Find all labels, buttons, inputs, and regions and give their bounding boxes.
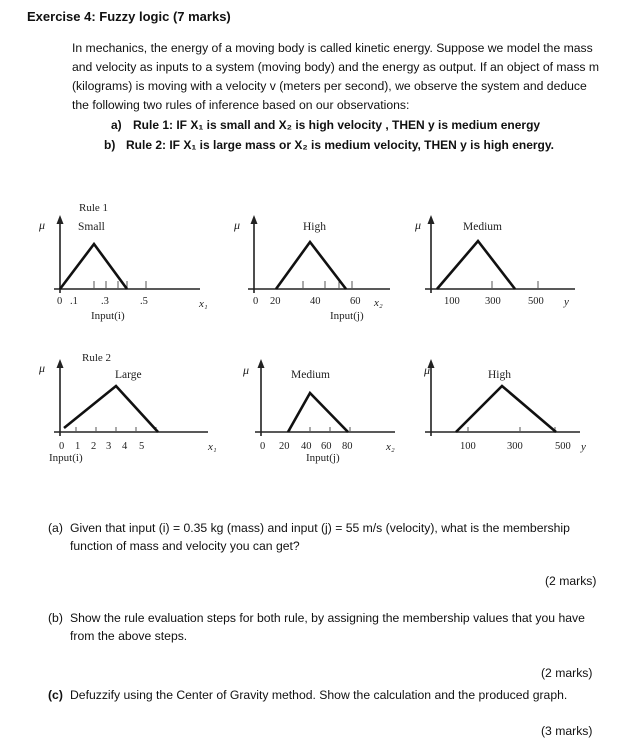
r1p3-arrow [428,215,435,224]
r1p1-set-label: Small [78,221,105,233]
r2p1-var: x₁ [208,441,217,453]
r1p1-mu: μ [39,218,46,232]
r2p3-mu: μ [424,363,431,377]
rule-2-label: b) [104,138,116,152]
r1p3-mu: μ [415,218,422,232]
r1p2-set-label: High [303,221,326,233]
r2p1-tick-4: 4 [122,441,128,452]
r2p2-tick-1: 20 [279,441,290,452]
exercise-intro: In mechanics, the energy of a moving body is called kinetic energy. Suppose we model the mass and velocity as inputs to a system (moving body) and the energy as output. If an object of mass m (kilograms) is moving with a velocity v (meters per second), we observe the system and deduce the following two rules of inference based on our observations: [72,41,600,112]
r2p3-tick-0: 100 [460,441,476,452]
r1p1-tick-3: .5 [140,296,148,307]
rule-1-label: a) [111,118,122,132]
r1p2-mu: μ [234,218,241,232]
axis-arrows [57,215,435,368]
r2p2-tick-3: 60 [321,441,332,452]
question-c-label: (c) [48,688,63,702]
r1p2-tick-2: 40 [310,296,321,307]
question-b [48,609,608,645]
r1p1-var: x₁ [199,298,208,310]
r2p2-medium-triangle [288,393,348,432]
r1p3-set-label: Medium [463,221,502,233]
r1p3-medium-triangle [437,241,515,289]
r2p1-tick-0: 0 [59,441,65,452]
r1p3-var: y [564,296,569,308]
question-c-marks: (3 marks) [541,724,593,738]
question-c-text: Defuzzify using the Center of Gravity method. Show the calculation and the produced graph. [70,688,568,702]
r2p1-tick-1: 1 [75,441,81,452]
r1p2-tick-1: 20 [270,296,281,307]
r1p2-tick-0: 0 [253,296,259,307]
question-b-marks: (2 marks) [541,666,593,680]
rule-1-text: Rule 1: IF X₁ is small and X₂ is high velocity , THEN y is medium energy [133,118,541,132]
membership-curves [60,241,556,432]
r1p1-arrow [57,215,64,224]
r1p2-arrow [251,215,258,224]
r1p1-tick-1: .1 [70,296,78,307]
question-b-text: Show the rule evaluation steps for both rule, by assigning the membership values that you have from the above steps. [70,611,585,643]
r2p1-input: Input(i) [49,452,83,464]
r2p1-mu: μ [39,361,46,375]
r1p2-tick-3: 60 [350,296,361,307]
r2p1-tick-2: 2 [91,441,97,452]
r2p3-var: y [581,441,586,453]
r2p2-tick-0: 0 [260,441,266,452]
rule1-label: Rule 1 [79,202,109,214]
r2p1-tick-3: 3 [106,441,112,452]
exercise-title: Exercise 4: Fuzzy logic (7 marks) [27,9,231,24]
r2p2-mu: μ [243,363,250,377]
r1p3-tick-2: 500 [528,296,544,307]
r2p2-tick-4: 80 [342,441,353,452]
r1p2-high-triangle [276,242,346,289]
question-c [48,686,608,704]
r2p2-set-label: Medium [291,369,330,381]
r1p1-tick-2: .3 [101,296,109,307]
r2p2-var: x₂ [386,441,395,453]
r2p1-arrow [57,359,64,368]
question-a-label: (a) [48,521,63,535]
r2p1-tick-5: 5 [139,441,145,452]
r1p1-tick-0: 0 [57,296,63,307]
rule2-label: Rule 2 [82,352,112,364]
r2p3-tick-1: 300 [507,441,523,452]
r1p2-input: Input(j) [330,310,364,322]
question-a-text: Given that input (i) = 0.35 kg (mass) and input (j) = 55 m/s (velocity), what is the membership function of mass and velocity you can get? [70,521,570,553]
r2p3-set-label: High [488,369,511,381]
r2p1-large-triangle [64,386,158,432]
r2p1-set-label: Large [115,369,142,381]
question-a-marks: (2 marks) [545,574,597,588]
r2p3-high-triangle [456,386,556,432]
r1p1-input: Input(i) [91,310,125,322]
question-b-label: (b) [48,611,63,625]
r2p2-input: Input(j) [306,452,340,464]
r2p2-arrow [258,359,265,368]
r1p3-tick-0: 100 [444,296,460,307]
r1p2-var: x₂ [374,297,383,309]
r1p3-tick-1: 300 [485,296,501,307]
r2p3-tick-2: 500 [555,441,571,452]
question-a [48,519,608,555]
r2p2-tick-2: 40 [301,441,312,452]
rule-2-text: Rule 2: IF X₁ is large mass or X₂ is medium velocity, THEN y is high energy. [126,138,554,152]
